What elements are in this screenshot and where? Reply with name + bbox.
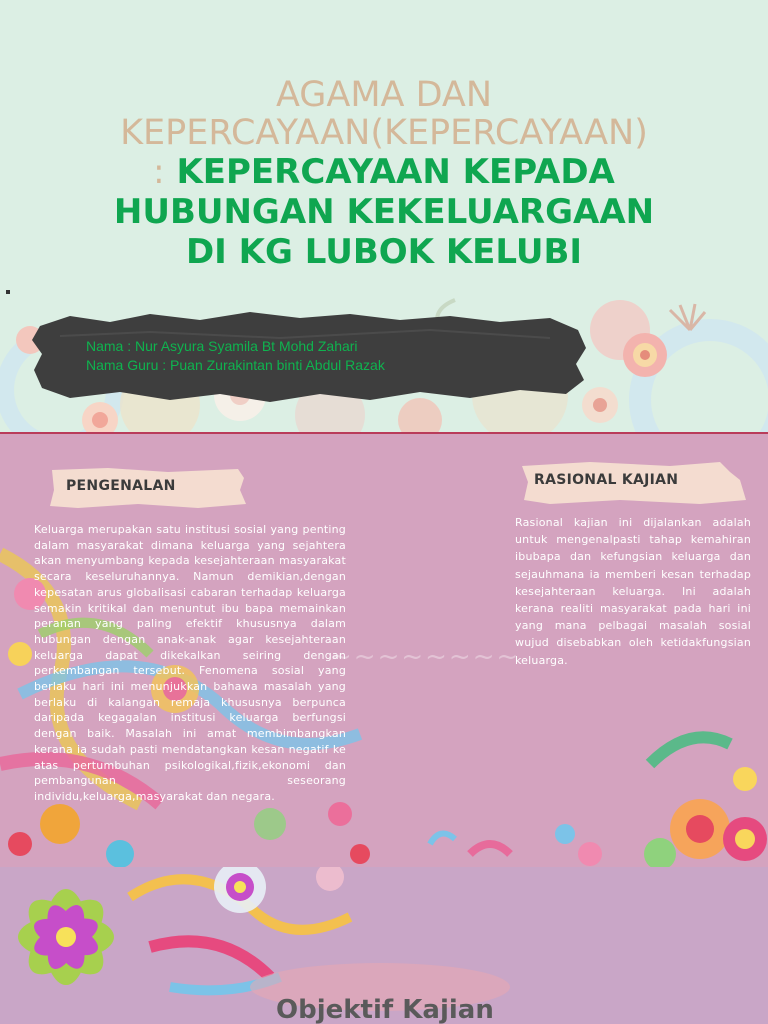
objektif-title: Objektif Kajian	[276, 995, 494, 1024]
pengenalan-label: PENGENALAN	[66, 478, 176, 494]
rasional-body: Rasional kajian ini dijalankan adalah untuk mengenalpasti tahap kemahiran ibubapa dan kefungsian keluarga dan sejauhmana ia memberi kesan terhadap kesejahteraan keluarga. Ini adalah kerana realiti masyarakat pada hari ini yang mana pelbagai masalah sosial wujud disebabkan oleh ketidakfungsian keluarga.	[515, 516, 751, 667]
objective-slide	[0, 867, 768, 1024]
content-slide	[0, 432, 768, 869]
bullet-dot	[6, 290, 10, 294]
title-colon: :	[153, 152, 165, 192]
title-line-1: AGAMA DAN	[275, 75, 493, 115]
title-line-3	[0, 152, 768, 192]
rasional-header	[520, 460, 748, 500]
title-line-5: DI KG LUBOK KELUBI	[185, 232, 583, 272]
pengenalan-body: Keluarga merupakan satu institusi sosial yang penting dalam masyarakat dimana keluarga yang sejahtera akan menyumbang kepada kesejahteraan masyarakat secara keseluruhannya. Namun demikian,dengan kepesatan arus globalisasi cabaran terhadap keluarga semakin kritikal dan menuntut ibu bapa memainkan peranan yang paling efektif khususnya dalam hubungan dengan anak-anak agar kesejahteraan keluarga dapat dikekalkan seiring dengan perkembangan tersebut. Fenomena sosial yang berlaku hari ini menunjukkan bahawa masalah yang berlaku di kalangan remaja khususnya berpunca daripada kegagalan institusi keluarga berfungsi dengan baik. Masalah ini amat membimbangkan kerana ia sudah pasti mendatangkan kesan negatif ke atas pertumbuhan psikologikal,fizik,ekonomi dan pembangunan seseorang individu,keluarga,masyarakat dan negara.	[34, 523, 346, 803]
title-line-2: KEPERCAYAAN(KEPERCAYAAN)	[120, 113, 648, 153]
slide-title	[0, 76, 768, 272]
student-name: Nama : Nur Asyura Syamila Bt Mohd Zahari	[86, 338, 358, 354]
watermark-text: ~~~~~~~~	[330, 642, 521, 672]
pengenalan-header	[48, 466, 248, 506]
teacher-name: Nama Guru : Puan Zurakintan binti Abdul Razak	[86, 357, 385, 373]
author-info	[86, 337, 385, 375]
title-slide	[0, 0, 768, 432]
rasional-label: RASIONAL KAJIAN	[534, 472, 679, 488]
title-line-4: HUBUNGAN KEKELUARGAAN	[113, 192, 655, 232]
title-line-3-text: KEPERCAYAAN KEPADA	[176, 152, 615, 192]
